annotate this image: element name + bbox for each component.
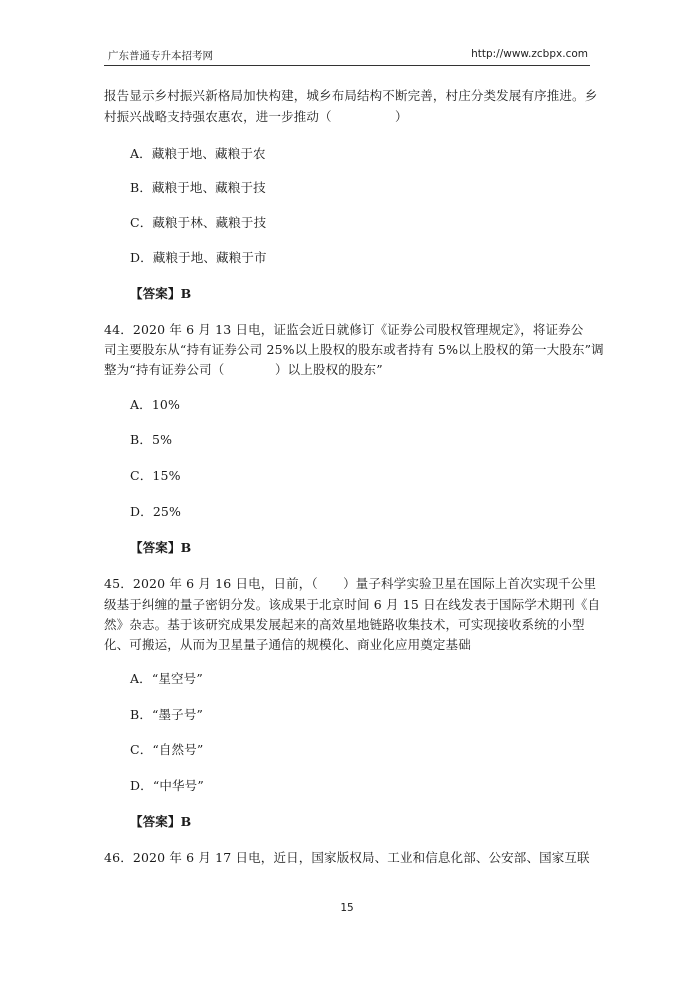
page-number: 15 [340,902,354,914]
q44-option-d: D．25% [130,504,182,519]
q45-text-line-3: 然》杂志。基于该研究成果发展起来的高效星地链路收集技术，可实现接收系统的小型 [104,617,585,632]
q45-text-line-2: 级基于纠缠的量子密钥分发。该成果于北京时间 6 月 15 日在线发表于国际学术期刊《自 [104,597,601,612]
q43-option-c: C．藏粮于林、藏粮于技 [130,215,267,230]
q44-text-line-3: 整为“持有证券公司（ ）以上股权的股东” [104,362,383,377]
q44-option-c: C．15% [130,468,181,483]
q44-text-line-1: 44．2020 年 6 月 13 日电，证监会近日就修订《证券公司股权管理规定》，将证券公 [104,322,584,337]
q45-option-c: C．“自然号” [130,742,204,757]
q43-option-b: B．藏粮于地、藏粮于技 [130,180,266,195]
q44-answer: 【答案】B [130,540,192,555]
q43-text-line-2: 村振兴战略支持强农惠农，进一步推动（ ） [104,109,408,124]
q45-option-b: B．“墨子号” [130,707,204,722]
header-url: http://www.zcbpx.com [471,48,588,60]
q45-option-d: D．“中华号” [130,778,204,793]
header-divider [104,65,590,66]
q44-text-line-2: 司主要股东从“持有证券公司 25%以上股权的股东或者持有 5%以上股权的第一大股东”调 [104,342,604,357]
q45-text-line-4: 化、可搬运，从而为卫星量子通信的规模化、商业化应用奠定基础 [104,637,471,652]
q43-text-line-1: 报告显示乡村振兴新格局加快构建，城乡布局结构不断完善，村庄分类发展有序推进。乡 [104,88,598,103]
page-header [104,46,590,64]
q43-option-a: A．藏粮于地、藏粮于农 [130,146,266,161]
q43-answer: 【答案】B [130,286,192,301]
q45-answer: 【答案】B [130,814,192,829]
q44-option-b: B．5% [130,432,173,447]
q43-option-d: D．藏粮于地、藏粮于市 [130,250,267,265]
q46-text-line-1: 46．2020 年 6 月 17 日电，近日，国家版权局、工业和信息化部、公安部、国家互联 [104,850,590,865]
q45-text-line-1: 45．2020 年 6 月 16 日电，日前，（ ）量子科学实验卫星在国际上首次实现千公里 [104,576,597,591]
q45-option-a: A．“星空号” [130,671,203,686]
q44-option-a: A．10% [130,397,181,412]
header-site-name: 广东普通专升本招考网 [108,50,213,62]
